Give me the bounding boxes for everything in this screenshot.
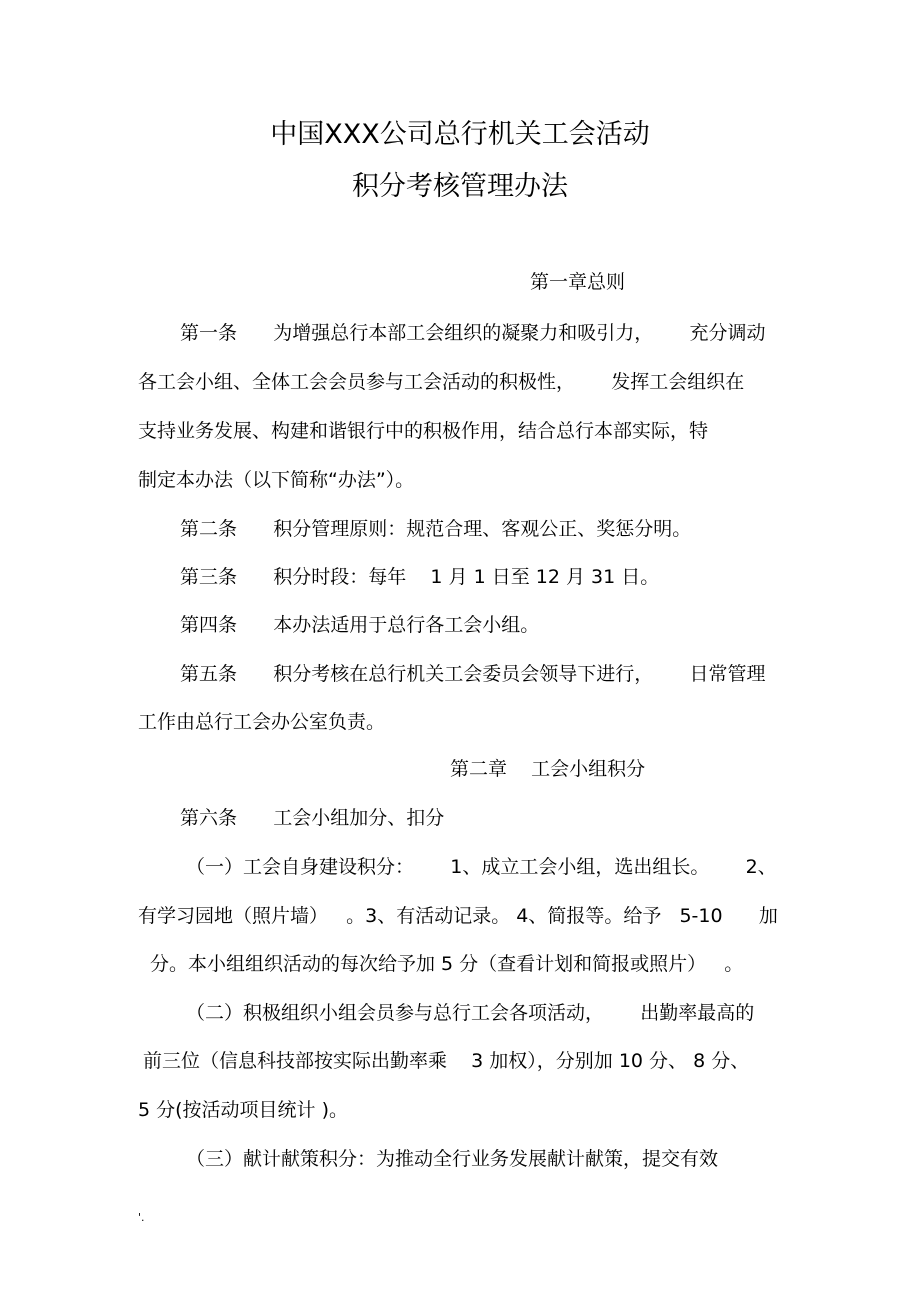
article-3: 第三条 积分时段：每年 1 月 1 日至 12 月 31 日。 (180, 566, 660, 588)
article-5-line-2: 工作由总行工会办公室负责。 (138, 711, 386, 733)
article-1-line-2: 各工会小组、全体工会会员参与工会活动的积极性， 发挥工会组织在 (138, 371, 745, 393)
article-2: 第二条 积分管理原则：规范合理、客观公正、奖惩分明。 (180, 518, 692, 540)
article-6: 第六条 工会小组加分、扣分 (180, 807, 445, 829)
chapter-1-heading: 第一章总则 (530, 271, 626, 293)
clause-1-line-3: 分。本小组组织活动的每次给予加 5 分（查看计划和简报或照片） 。 (150, 953, 744, 975)
article-1-line-4: 制定本办法（以下简称“办法”）。 (138, 469, 415, 491)
article-4: 第四条 本办法适用于总行各工会小组。 (180, 614, 540, 636)
footer-mark: '. (138, 1211, 145, 1224)
clause-2-line-2: 前三位（信息科技部按实际出勤率乘 3 加权），分别加 10 分、 8 分、 (143, 1050, 750, 1072)
article-5-line-1: 第五条 积分考核在总行机关工会委员会领导下进行， 日常管理 (180, 663, 766, 685)
clause-2-line-1: （二）积极组织小组会员参与总行工会各项活动， 出勤率最高的 (186, 1002, 755, 1024)
article-1-line-1: 第一条 为增强总行本部工会组织的凝聚力和吸引力， 充分调动 (180, 322, 766, 344)
clause-1-line-1: （一）工会自身建设积分： 1、成立工会小组，选出组长。 2、 (186, 856, 777, 878)
clause-3-line-1: （三）献计献策积分：为推动全行业务发展献计献策，提交有效 (186, 1148, 719, 1170)
clause-1-line-2: 有学习园地（照片墙） 。3、有活动记录。 4、简报等。给予 5-10 加 (138, 905, 778, 927)
clause-2-line-3: 5 分(按活动项目统计 )。 (138, 1099, 348, 1121)
article-1-line-3: 支持业务发展、构建和谐银行中的积极作用，结合总行本部实际，特 (138, 420, 709, 442)
document-title-line-1: 中国XXX公司总行机关工会活动 (270, 119, 650, 150)
chapter-2-heading: 第二章 工会小组积分 (450, 758, 646, 780)
document-title-line-2: 积分考核管理办法 (352, 171, 568, 202)
